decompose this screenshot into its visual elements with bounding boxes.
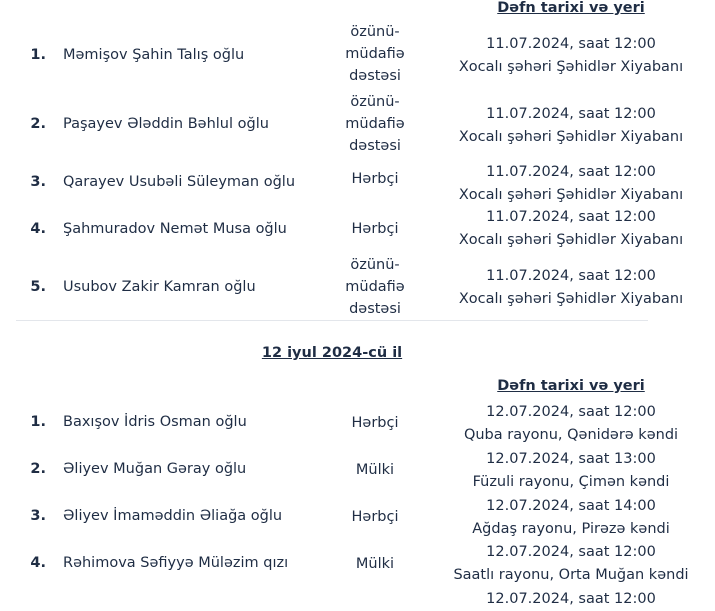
person-status: Mülki bbox=[355, 462, 395, 478]
person-name: Əliyev İmaməddin Əliağa oğlu bbox=[63, 508, 283, 524]
burial-info bbox=[436, 448, 706, 494]
person-name: Şahmuradov Nemət Musa oğlu bbox=[63, 221, 287, 237]
burial-info bbox=[436, 206, 706, 252]
row-number: 4. bbox=[30, 221, 46, 237]
person-name: Baxışov İdris Osman oğlu bbox=[63, 414, 247, 430]
burial-place: Xocalı şəhəri Şəhidlər Xiyabanı bbox=[458, 59, 684, 75]
person-name: Paşayev Ələddin Bəhlul oğlu bbox=[63, 116, 269, 132]
burial-place: Xocalı şəhəri Şəhidlər Xiyabanı bbox=[458, 232, 684, 248]
burial-date: 11.07.2024, saat 12:00 bbox=[486, 209, 656, 225]
row-number: 3. bbox=[30, 508, 46, 524]
burial-info bbox=[436, 401, 706, 447]
burial-date: 12.07.2024, saat 14:00 bbox=[486, 498, 656, 514]
burial-date: 11.07.2024, saat 12:00 bbox=[486, 36, 656, 52]
date-heading: 12 iyul 2024-cü il bbox=[261, 345, 403, 361]
burial-date: 12.07.2024, saat 12:00 bbox=[486, 591, 656, 607]
burial-place: Füzuli rayonu, Çimən kəndi bbox=[472, 474, 670, 490]
person-status: özünü- müdafiə dəstəsi bbox=[345, 24, 405, 84]
burial-date-place-header: Dəfn tarixi və yeri bbox=[497, 378, 645, 394]
person-status: Mülki bbox=[355, 556, 395, 572]
row-number: 2. bbox=[30, 116, 46, 132]
person-name: Usubov Zakir Kamran oğlu bbox=[63, 279, 256, 295]
burial-info bbox=[436, 265, 706, 311]
person-status: Hərbçi bbox=[351, 415, 399, 431]
person-status: Hərbçi bbox=[351, 509, 399, 525]
burial-date: 12.07.2024, saat 12:00 bbox=[486, 544, 656, 560]
person-status: Hərbçi bbox=[351, 221, 399, 237]
section-divider bbox=[16, 320, 648, 321]
row-number: 5. bbox=[30, 279, 46, 295]
burial-place: Xocalı şəhəri Şəhidlər Xiyabanı bbox=[458, 187, 684, 203]
row-number: 2. bbox=[30, 461, 46, 477]
row-number: 1. bbox=[30, 47, 46, 63]
burial-place: Saatlı rayonu, Orta Muğan kəndi bbox=[453, 567, 689, 583]
burial-place: Quba rayonu, Qənidərə kəndi bbox=[463, 427, 679, 443]
burial-info bbox=[436, 161, 706, 207]
person-status: Hərbçi bbox=[351, 171, 399, 187]
burial-place: Xocalı şəhəri Şəhidlər Xiyabanı bbox=[458, 291, 684, 307]
burial-info bbox=[436, 103, 706, 149]
burial-date-place-header: Dəfn tarixi və yeri bbox=[497, 0, 645, 16]
person-name: Əliyev Muğan Gəray oğlu bbox=[63, 461, 247, 477]
burial-info bbox=[436, 541, 706, 587]
burial-date: 12.07.2024, saat 12:00 bbox=[486, 404, 656, 420]
burial-place: Ağdaş rayonu, Pirəzə kəndi bbox=[472, 521, 670, 537]
burial-date: 12.07.2024, saat 13:00 bbox=[486, 451, 656, 467]
person-name: Qarayev Usubəli Süleyman oğlu bbox=[63, 174, 296, 190]
person-status: özünü- müdafiə dəstəsi bbox=[345, 257, 405, 317]
burial-info bbox=[436, 495, 706, 541]
person-status: özünü- müdafiə dəstəsi bbox=[345, 94, 405, 154]
burial-date: 11.07.2024, saat 12:00 bbox=[486, 268, 656, 284]
row-number: 3. bbox=[30, 174, 46, 190]
burial-place: Xocalı şəhəri Şəhidlər Xiyabanı bbox=[458, 129, 684, 145]
burial-date: 11.07.2024, saat 12:00 bbox=[486, 106, 656, 122]
row-number: 1. bbox=[30, 414, 46, 430]
burial-date: 11.07.2024, saat 12:00 bbox=[486, 164, 656, 180]
person-name: Rəhimova Səfiyyə Müləzim qızı bbox=[63, 555, 289, 571]
person-name: Məmişov Şahin Talış oğlu bbox=[63, 47, 245, 63]
burial-info bbox=[436, 33, 706, 79]
row-number: 4. bbox=[30, 555, 46, 571]
